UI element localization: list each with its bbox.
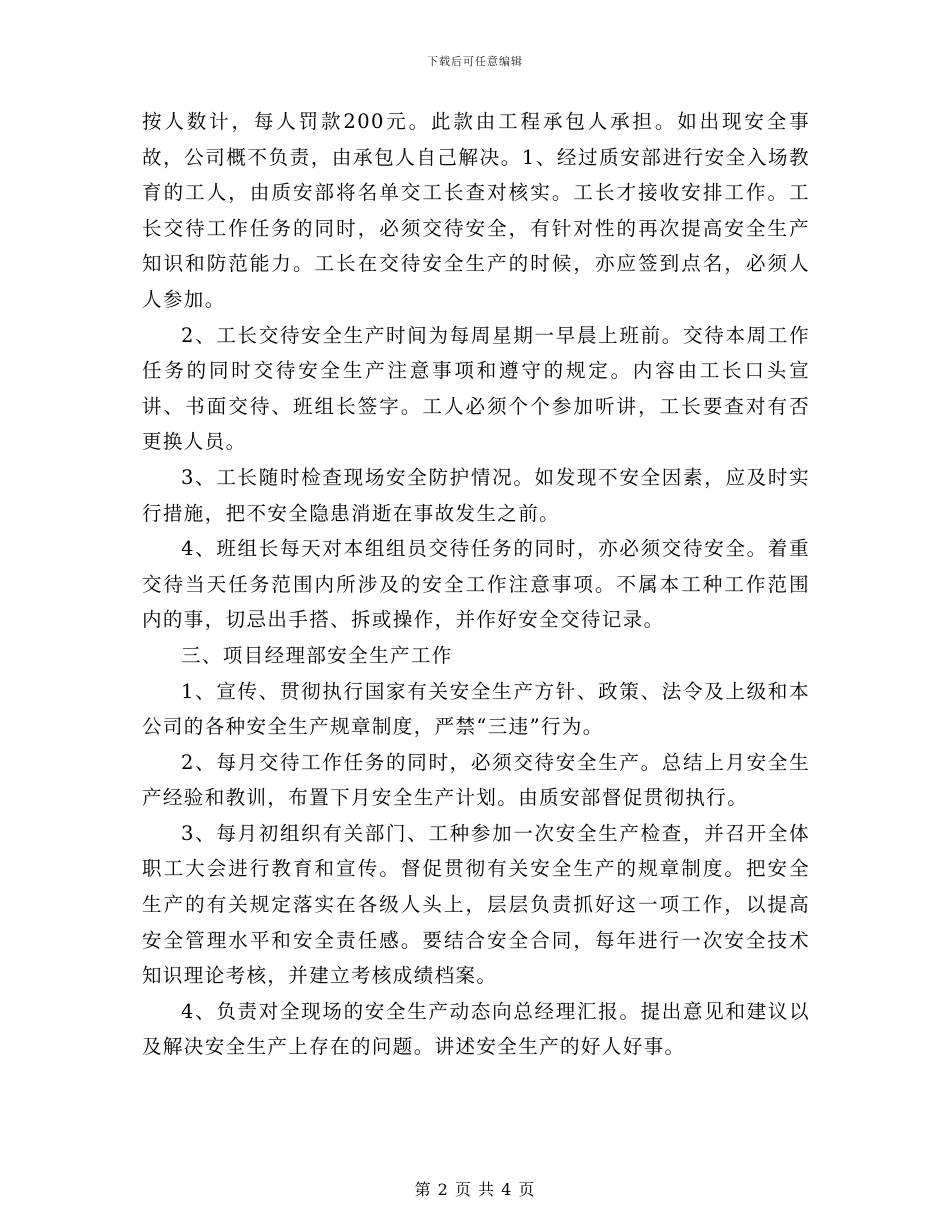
paragraph-foreman-schedule: 2、工长交待安全生产时间为每周星期一早晨上班前。交待本周工作任务的同时交待安全生产注意事项和遵守的规定。内容由工长口头宣讲、书面交待、班组长签字。工人必须个个参加听讲，工长要查对有否更换人员。: [142, 323, 810, 454]
page-header: 下载后可任意编辑: [427, 55, 523, 68]
page-footer: 第 2 页 共 4 页: [414, 1180, 536, 1199]
paragraph-foreman-inspection: 3、工长随时检查现场安全防护情况。如发现不安全因素，应及时实行措施，把不安全隐患消逝在事故发生之前。: [142, 465, 810, 525]
paragraph-monthly-inspection: 3、每月初组织有关部门、工种参加一次安全生产检查，并召开全体职工大会进行教育和宣传。督促贯彻有关安全生产的规章制度。把安全生产的有关规定落实在各级人头上，层层负责抓好这一项工作，以提高安全管理水平和安全责任感。要结合安全合同，每年进行一次安全技术知识理论考核，并建立考核成绩档案。: [142, 821, 810, 988]
paragraph-monthly-tasks: 2、每月交待工作任务的同时，必须交待安全生产。总结上月安全生产经验和教训，布置下月安全生产计划。由质安部督促贯彻执行。: [142, 750, 810, 810]
paragraph-publicize: 1、宣传、贯彻执行国家有关安全生产方针、政策、法令及上级和本公司的各种安全生产规章制度，严禁“三违”行为。: [142, 679, 810, 739]
paragraph-continuation: 按人数计，每人罚款200元。此款由工程承包人承担。如出现安全事故，公司概不负责，由承包人自己解决。1、经过质安部进行安全入场教育的工人，由质安部将名单交工长查对核实。工长才接收安排工作。工长交待工作任务的同时，必须交待安全，有针对性的再次提高安全生产知识和防范能力。工长在交待安全生产的时候，亦应签到点名，必须人人参加。: [142, 110, 810, 311]
section-heading-project-department: 三、项目经理部安全生产工作: [181, 643, 453, 667]
document-body: [142, 104, 810, 1065]
paragraph-team-leader: 4、班组长每天对本组组员交待任务的同时，亦必须交待安全。着重交待当天任务范围内所涉及的安全工作注意事项。不属本工种工作范围内的事，切忌出手搭、拆或操作，并作好安全交待记录。: [142, 537, 810, 632]
paragraph-report: 4、负责对全现场的安全生产动态向总经理汇报。提出意见和建议以及解决安全生产上存在的问题。讲述安全生产的好人好事。: [142, 999, 810, 1059]
